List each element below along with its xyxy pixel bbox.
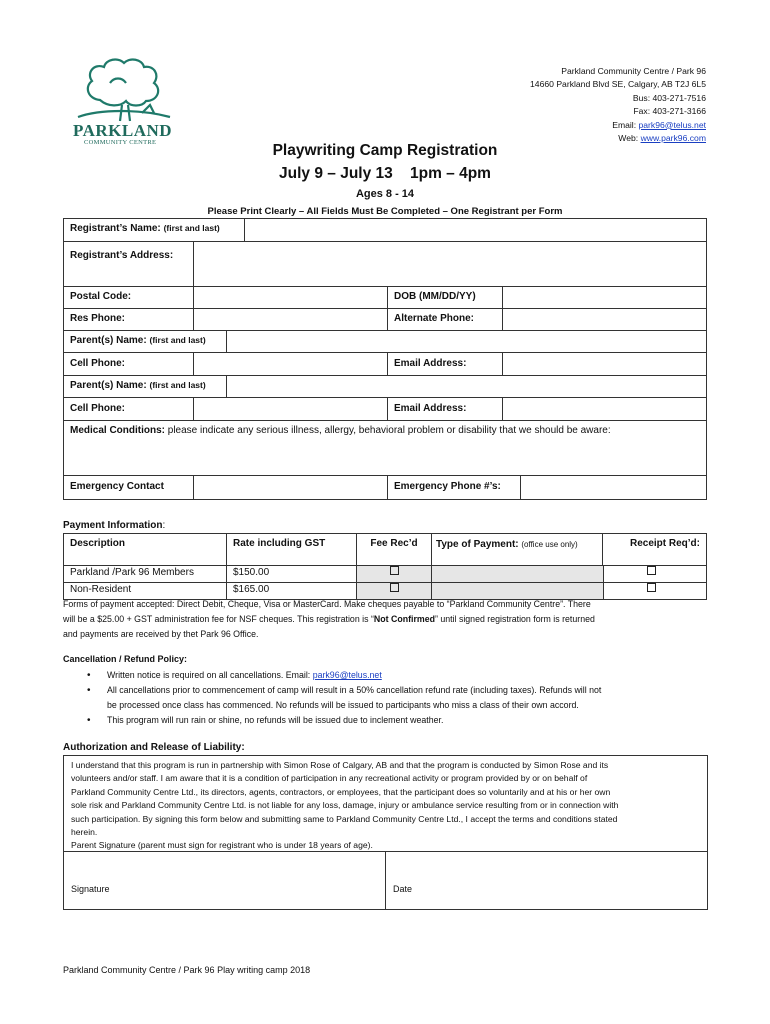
registration-form: [63, 218, 707, 500]
policy-list: [63, 668, 713, 728]
postal-code-field[interactable]: [194, 287, 388, 308]
payment-row-members: Parkland /Park 96 Members $150.00: [63, 566, 707, 583]
contact-address: 14660 Parkland Blvd SE, Calgary, AB T2J 6L5: [530, 79, 706, 90]
authorization-heading: Authorization and Release of Liability:: [63, 742, 245, 753]
row-parent-1-contact: Cell Phone: Email Address:: [63, 353, 707, 376]
date-field[interactable]: Date: [393, 884, 413, 894]
parent-1-email-field[interactable]: [503, 353, 706, 375]
row-registrant-name: Registrant’s Name: (first and last): [63, 218, 707, 242]
parent-2-email-field[interactable]: [503, 398, 706, 420]
parent-2-name-field[interactable]: [227, 376, 706, 397]
fee-received-checkbox[interactable]: [390, 583, 399, 592]
payment-row-nonresident: Non-Resident $165.00: [63, 583, 707, 600]
row-parent-2: Parent(s) Name: (first and last): [63, 376, 707, 398]
dob-field[interactable]: [503, 287, 706, 308]
policy-email-link[interactable]: park96@telus.net: [312, 670, 382, 680]
policy-item: • All cancellations prior to commencement of camp will result in a 50% cancellation refund rate (including taxes). Refunds will not be processed once class has commenced. No refunds will be issued to participants who miss a class of their own accord.: [63, 683, 713, 713]
page-footer: Parkland Community Centre / Park 96 Play writing camp 2018: [63, 965, 311, 975]
parent-2-cell-field[interactable]: [194, 398, 388, 420]
release-text: I understand that this program is run in partnership with Simon Rose of Calgary, AB and that the program is conducted by Simon Rose and its volunteers and/or staff. I am aware that it is a condition of participation in any recreational activity or program provided by or on behalf of Parkland Community Centre Ltd., its directors, agents, contractors, or employees, that the participant does so voluntarily and at his or her own sole risk and Parkland Community Centre Ltd. is not liable for any loss, damage, injury or ambulance service resulting from or in connection with such participation. By signing this form below and submitting same to Parkland Community Centre Ltd., I accept the terms and conditions stated herein. Parent Signature (parent must sign for registrant who is under 18 years of age).: [71, 760, 619, 851]
registrant-name-field[interactable]: [245, 219, 706, 241]
res-phone-field[interactable]: [194, 309, 388, 330]
camp-dates: July 9 – July 13 1pm – 4pm: [279, 165, 491, 182]
payment-terms: Forms of payment accepted: Direct Debit, Cheque, Visa or MasterCard. Make cheques payable to “Parkland Community Centre”. There will be a $25.00 + GST administration fee for NSF cheques. This registration is “Not Confirmed” until signed registration form is returned and payments are received by thet Park 96 Office.: [63, 599, 595, 639]
logo-subtitle: COMMUNITY CENTRE: [84, 139, 157, 146]
policy-item: • This program will run rain or shine, no refunds will be issued due to inclement weather.: [63, 713, 713, 728]
contact-email-link[interactable]: park96@telus.net: [638, 119, 706, 130]
age-range: Ages 8 - 14: [355, 188, 415, 200]
authorization-box: [63, 755, 708, 910]
page-title: Playwriting Camp Registration: [272, 142, 498, 159]
registrant-address-field[interactable]: [194, 242, 706, 286]
contact-bus-phone: Bus: 403-271-7516: [632, 92, 706, 103]
payment-table: [63, 533, 707, 600]
fee-received-checkbox[interactable]: [390, 566, 399, 575]
row-registrant-address: Registrant’s Address:: [63, 242, 707, 287]
payment-heading: Payment Information:: [63, 520, 166, 531]
policy-item: • Written notice is required on all cancellations. Email: park96@telus.net: [63, 668, 713, 683]
receipt-required-checkbox[interactable]: [647, 583, 656, 592]
parent-1-cell-field[interactable]: [194, 353, 388, 375]
row-parent-2-contact: Cell Phone: Email Address:: [63, 398, 707, 421]
row-emergency: Emergency Contact Emergency Phone #’s:: [63, 476, 707, 500]
payment-header-row: Description Rate including GST Fee Rec’d Type of Payment: (office use only) Receipt Req’d:: [63, 533, 707, 566]
parkland-logo: [70, 55, 175, 150]
row-postal-dob: Postal Code: DOB (MM/DD/YY): [63, 287, 707, 309]
contact-info: [530, 65, 706, 145]
signature-field[interactable]: Signature: [64, 852, 386, 910]
contact-email-line: Email: park96@telus.net: [612, 119, 706, 130]
policy-heading: Cancellation / Refund Policy:: [63, 654, 188, 664]
payment-type-field[interactable]: [432, 566, 604, 582]
emergency-phone-field[interactable]: [521, 476, 706, 499]
contact-org: Parkland Community Centre / Park 96: [561, 66, 706, 76]
contact-web-link[interactable]: www.park96.com: [640, 133, 706, 144]
medical-conditions-field[interactable]: Medical Conditions: please indicate any serious illness, allergy, behavioral problem or disability that we should be aware:: [63, 421, 707, 476]
contact-fax: Fax: 403-271-3166: [633, 106, 706, 117]
emergency-contact-field[interactable]: [194, 476, 388, 499]
receipt-required-checkbox[interactable]: [647, 566, 656, 575]
alt-phone-field[interactable]: [503, 309, 706, 330]
row-parent-1: Parent(s) Name: (first and last): [63, 331, 707, 353]
form-instruction: Please Print Clearly – All Fields Must Be Completed – One Registrant per Form: [207, 206, 563, 217]
contact-web-line: Web: www.park96.com: [618, 133, 706, 144]
logo-wordmark: PARKLAND: [73, 121, 173, 140]
signature-row: [64, 851, 707, 910]
parent-1-name-field[interactable]: [227, 331, 706, 352]
row-phones: Res Phone: Alternate Phone:: [63, 309, 707, 331]
